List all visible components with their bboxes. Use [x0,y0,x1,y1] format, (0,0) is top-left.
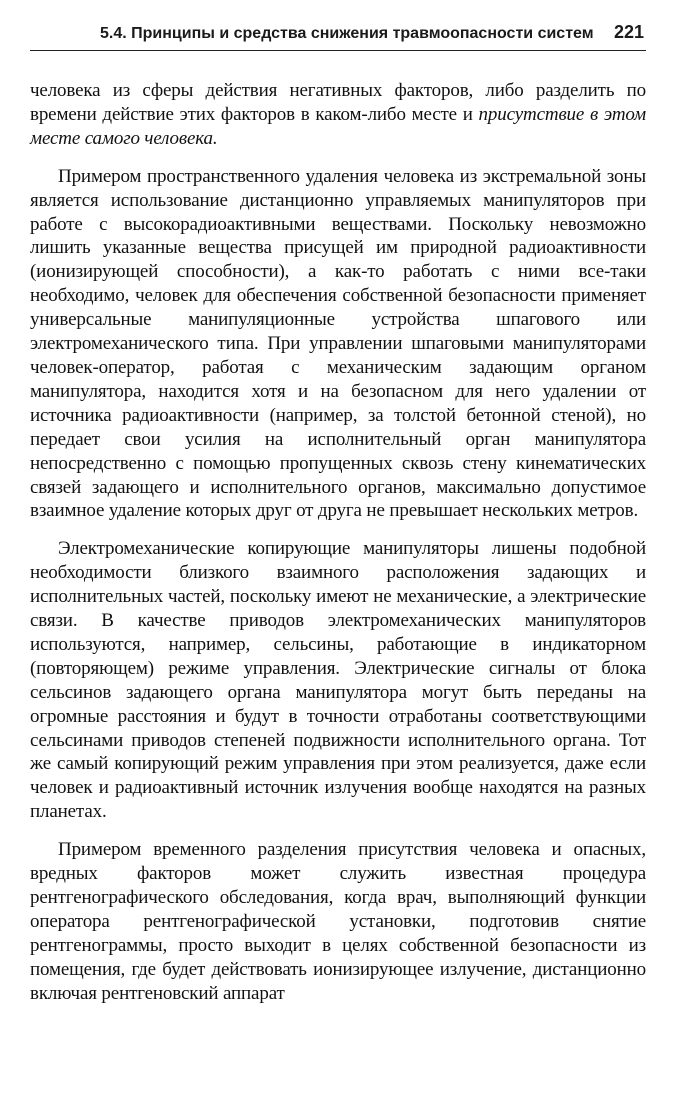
page-number: 221 [613,22,644,42]
paragraph: Электромеханические копирующие манипуляторы лишены подобной необходимости близкого взаимного расположения задающих и исполнительных частей, поскольку имеют не механические, а электрические связи. В качестве приводов электромеханических манипуляторов используются, например, сельсины, работающие в индикаторном (повторяющем) режиме управления. Электрические сигналы от блока сельсинов задающего органа манипулятора могут быть переданы на огромные расстояния и будут в точности отработаны соответствующими сельсинами приводов степеней подвижности исполнительного органа. Тот же самый копирующий режим управления при этом реализуется, даже если человек и радиоактивный источник излучения вообще находятся на разных планетах. [30,538,646,823]
paragraph: Примером пространственного удаления человека из экстремальной зоны является использование дистанционно управляемых манипуляторов при работе с высокорадиоактивными веществами. Поскольку невозможно лишить указанные вещества присущей им природной радиоактивности (ионизирующей способности), а как-то работать с ними все-таки необходимо, человек для обеспечения собственной безопасности применяет универсальные манипуляционные устройства шпагового или электромеханического типа. При управлении шпаговыми манипуляторами человек-оператор, работая с механическим задающим органом манипулятора, находится хотя и на безопасном для него удалении от источника радиоактивности (например, за толстой бетонной стеной), но передает свои усилия на исполнительный орган манипулятора непосредственно с помощью пропущенных сквозь стену кинематических связей задающего и исполнительного органов, максимально допустимое взаимное удаление которых друг от друга не превышает нескольких метров. [30,165,646,522]
paragraph: Примером временного разделения присутствия человека и опасных, вредных факторов может служить известная процедура рентгенографического обследования, когда врач, выполняющий функции оператора рентгенографической установки, подготовив снятие рентгенограммы, просто выходит в целях собственной безопасности из помещения, где будет действовать ионизирующее излучение, дистанционно включая рентгеновский аппарат [30,839,646,1004]
paragraph-text: человека из сферы действия негативных факторов, либо разделить по времени действие этих факторов в каком-либо месте и [30,80,646,125]
book-page [30,22,646,1088]
section-title: 5.4. Принципы и средства снижения травмоопасности систем [100,25,594,42]
running-header [30,22,646,51]
paragraph-continued [30,79,646,151]
body-text [30,79,646,1006]
italic-phrase: присутствие в этом месте самого человека. [30,103,646,149]
